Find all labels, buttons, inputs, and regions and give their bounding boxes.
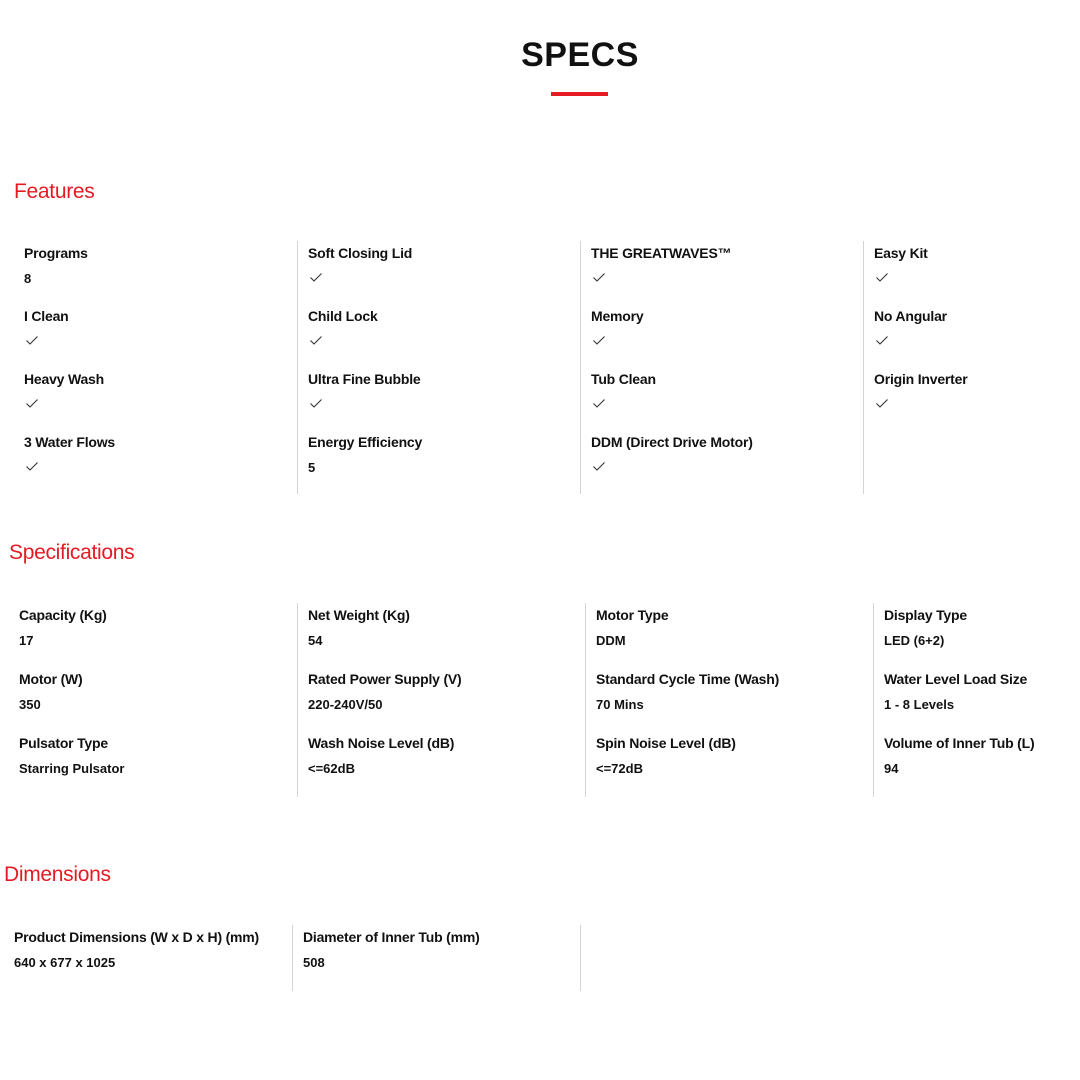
spec-label: Wash Noise Level (dB) bbox=[308, 735, 455, 751]
features-heading: Features bbox=[14, 180, 95, 203]
spec-item-water-level-load-size bbox=[884, 667, 1080, 731]
spec-value: 70 Mins bbox=[596, 697, 644, 712]
specifications-column bbox=[9, 603, 297, 797]
spec-label: Easy Kit bbox=[874, 245, 928, 261]
spec-label: No Angular bbox=[874, 308, 947, 324]
specifications-heading: Specifications bbox=[9, 541, 135, 564]
checkmark-icon bbox=[26, 462, 38, 471]
spec-value: 17 bbox=[19, 633, 34, 648]
spec-item-spin-noise-level-db bbox=[596, 731, 873, 795]
spec-label: Display Type bbox=[884, 607, 967, 623]
spec-item-child-lock bbox=[308, 304, 580, 367]
spec-label: Water Level Load Size bbox=[884, 671, 1028, 687]
specifications-column bbox=[297, 603, 585, 797]
spec-item-standard-cycle-time-wash bbox=[596, 667, 873, 731]
spec-item-diameter-of-inner-tub-mm bbox=[303, 925, 580, 989]
spec-label: Rated Power Supply (V) bbox=[308, 671, 462, 687]
spec-label: Programs bbox=[24, 245, 88, 261]
features-grid bbox=[14, 241, 1080, 494]
dimensions-column bbox=[292, 925, 580, 991]
spec-item-no-angular bbox=[874, 304, 1080, 367]
spec-value: 350 bbox=[19, 697, 41, 712]
features-column bbox=[14, 241, 297, 494]
spec-item-wash-noise-level-db bbox=[308, 731, 585, 795]
spec-item-net-weight-kg bbox=[308, 603, 585, 667]
spec-label: Energy Efficiency bbox=[308, 434, 423, 450]
spec-item-volume-of-inner-tub-l bbox=[884, 731, 1080, 795]
spec-value: 5 bbox=[308, 460, 316, 475]
spec-item-origin-inverter bbox=[874, 367, 1080, 430]
spec-item-3-water-flows bbox=[24, 430, 297, 493]
spec-label: THE GREATWAVES™ bbox=[591, 245, 732, 261]
spec-label: 3 Water Flows bbox=[24, 434, 116, 450]
spec-item-soft-closing-lid bbox=[308, 241, 580, 304]
spec-item-pulsator-type bbox=[19, 731, 297, 795]
checkmark-icon bbox=[593, 462, 605, 471]
spec-item-i-clean bbox=[24, 304, 297, 367]
spec-item-rated-power-supply-v bbox=[308, 667, 585, 731]
features-column bbox=[297, 241, 580, 494]
spec-label: Net Weight (Kg) bbox=[308, 607, 410, 623]
checkmark-icon bbox=[593, 336, 605, 345]
spec-value: 54 bbox=[308, 633, 323, 648]
features-column bbox=[863, 241, 1080, 494]
spec-label: Product Dimensions (W x D x H) (mm) bbox=[14, 929, 260, 945]
spec-item-memory bbox=[591, 304, 863, 367]
title-underline bbox=[551, 92, 608, 96]
spec-label: Soft Closing Lid bbox=[308, 245, 413, 261]
dimensions-heading: Dimensions bbox=[4, 863, 111, 886]
spec-item-easy-kit bbox=[874, 241, 1080, 304]
checkmark-icon bbox=[876, 273, 888, 282]
spec-label: Heavy Wash bbox=[24, 371, 104, 387]
spec-label: DDM (Direct Drive Motor) bbox=[591, 434, 753, 450]
checkmark-icon bbox=[310, 273, 322, 282]
spec-item-ultra-fine-bubble bbox=[308, 367, 580, 430]
spec-value: 508 bbox=[303, 955, 325, 970]
spec-item-programs bbox=[24, 241, 297, 304]
features-column bbox=[580, 241, 863, 494]
spec-value: 1 - 8 Levels bbox=[884, 697, 955, 712]
spec-value: 220-240V/50 bbox=[308, 697, 383, 712]
specifications-grid bbox=[9, 603, 1080, 797]
spec-item-motor-w bbox=[19, 667, 297, 731]
spec-value: 94 bbox=[884, 761, 899, 776]
spec-value: 8 bbox=[24, 271, 32, 286]
checkmark-icon bbox=[593, 399, 605, 408]
checkmark-icon bbox=[310, 336, 322, 345]
checkmark-icon bbox=[310, 399, 322, 408]
checkmark-icon bbox=[876, 336, 888, 345]
page-title: SPECS bbox=[521, 36, 639, 74]
spec-label: Capacity (Kg) bbox=[19, 607, 107, 623]
checkmark-icon bbox=[26, 399, 38, 408]
spec-label: Volume of Inner Tub (L) bbox=[884, 735, 1035, 751]
dimensions-grid bbox=[4, 925, 868, 991]
dimensions-column bbox=[4, 925, 292, 991]
spec-item-the-greatwaves bbox=[591, 241, 863, 304]
spec-item-ddm-direct-drive-motor bbox=[591, 430, 863, 493]
spec-item-heavy-wash bbox=[24, 367, 297, 430]
checkmark-icon bbox=[876, 399, 888, 408]
spec-item-capacity-kg bbox=[19, 603, 297, 667]
spec-item-display-type bbox=[884, 603, 1080, 667]
spec-value: Starring Pulsator bbox=[19, 761, 125, 776]
checkmark-icon bbox=[26, 336, 38, 345]
spec-label: Memory bbox=[591, 308, 644, 324]
spec-label: Motor (W) bbox=[19, 671, 83, 687]
checkmark-icon bbox=[593, 273, 605, 282]
specifications-column bbox=[585, 603, 873, 797]
spec-label: Tub Clean bbox=[591, 371, 656, 387]
spec-label: Standard Cycle Time (Wash) bbox=[596, 671, 780, 687]
spec-label: Ultra Fine Bubble bbox=[308, 371, 421, 387]
spec-label: I Clean bbox=[24, 308, 69, 324]
spec-label: Motor Type bbox=[596, 607, 669, 623]
dimensions-column bbox=[580, 925, 868, 991]
spec-value: <=72dB bbox=[596, 761, 643, 776]
spec-value: DDM bbox=[596, 633, 626, 648]
spec-label: Diameter of Inner Tub (mm) bbox=[303, 929, 480, 945]
specifications-column bbox=[873, 603, 1080, 797]
spec-value: LED (6+2) bbox=[884, 633, 945, 648]
spec-value: <=62dB bbox=[308, 761, 355, 776]
spec-label: Child Lock bbox=[308, 308, 378, 324]
spec-label: Pulsator Type bbox=[19, 735, 108, 751]
spec-label: Origin Inverter bbox=[874, 371, 968, 387]
spec-item-energy-efficiency bbox=[308, 430, 580, 493]
spec-value: 640 x 677 x 1025 bbox=[14, 955, 116, 970]
spec-label: Spin Noise Level (dB) bbox=[596, 735, 736, 751]
spec-item-product-dimensions-w-x-d-x-h-mm bbox=[14, 925, 292, 989]
spec-item-tub-clean bbox=[591, 367, 863, 430]
spec-item-motor-type bbox=[596, 603, 873, 667]
